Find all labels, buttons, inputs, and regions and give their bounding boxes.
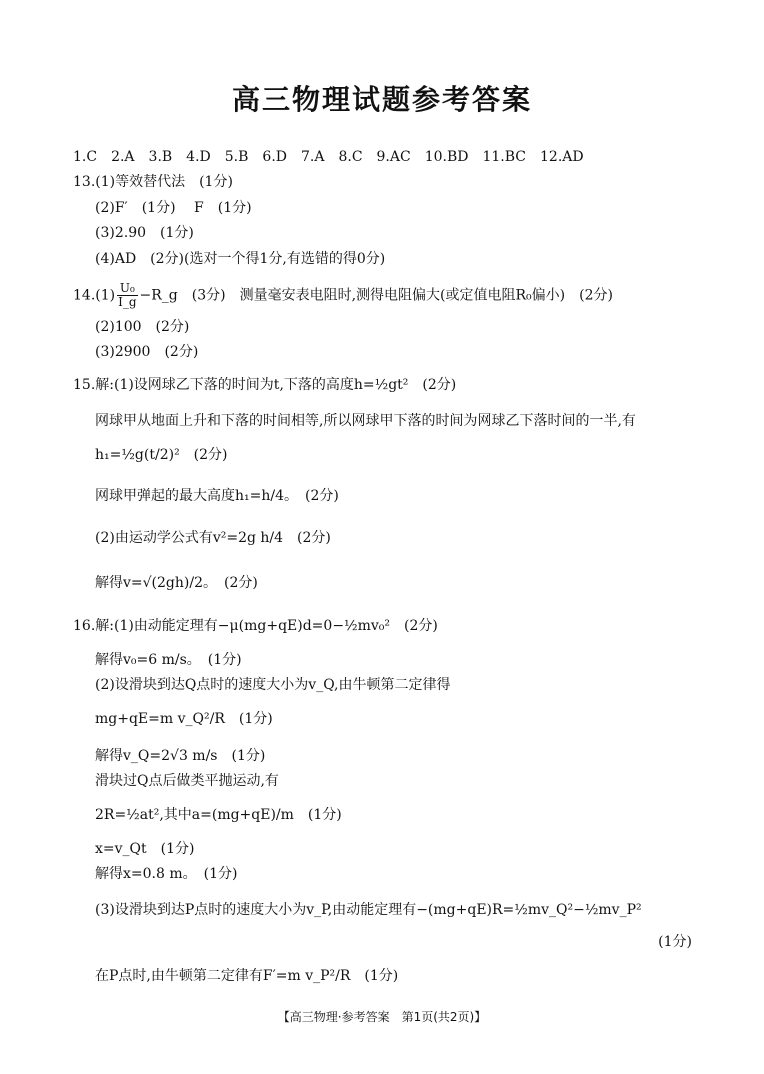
q16-line-8: x=v_Qt (1分) <box>95 841 195 857</box>
q16-line-10-score: (1分) <box>658 934 692 950</box>
q15-line-6: 解得v=√(2gh)/2。 (2分) <box>95 575 258 591</box>
q14-prefix: 14.(1) <box>73 287 116 304</box>
page-title: 高三物理试题参考答案 <box>231 83 532 116</box>
q16-line-3: (2)设滑块到达Q点时的速度大小为v_Q,由牛顿第二定律得 <box>95 677 451 693</box>
page-footer: 【高三物理·参考答案 第1页(共2页)】 <box>277 1010 487 1024</box>
q16-line-4: mg+qE=m v_Q²/R (1分) <box>95 711 273 727</box>
q14-frac-den: I_g <box>118 295 137 309</box>
q14-fraction <box>117 282 137 309</box>
q16-line-9: 解得x=0.8 m。 (1分) <box>95 866 238 882</box>
q13-line-1: 13.(1)等效替代法 (1分) <box>73 174 233 190</box>
q16-line-6: 滑块过Q点后做类平抛运动,有 <box>95 773 279 789</box>
q14-line-2: (2)100 (2分) <box>95 319 190 335</box>
q16-line-11: 在P点时,由牛顿第二定律有F′=m v_P²/R (1分) <box>95 968 399 984</box>
q16-line-2: 解得v₀=6 m/s。 (1分) <box>95 652 242 668</box>
q15-line-4: 网球甲弹起的最大高度h₁=h/4。 (2分) <box>95 488 339 504</box>
q14-after: −R_g (3分) 测量毫安表电阻时,测得电阻偏大(或定值电阻R₀偏小) (2分) <box>139 287 613 304</box>
q15-line-3: h₁=½g(t/2)² (2分) <box>95 447 228 463</box>
q13-line-3: (3)2.90 (1分) <box>95 225 194 241</box>
q16-line-1: 16.解:(1)由动能定理有−μ(mg+qE)d=0−½mv₀² (2分) <box>73 618 438 634</box>
q13-line-2 <box>95 198 252 218</box>
q14-line-1 <box>73 282 613 309</box>
q13-line-4: (4)AD (2分)(选对一个得1分,有选错的得0分) <box>95 251 386 267</box>
q14-line-3: (3)2900 (2分) <box>95 344 199 360</box>
choice-answers: 1.C 2.A 3.B 4.D 5.B 6.D 7.A 8.C 9.AC 10.BD 11.BC 12.AD <box>73 149 584 165</box>
q15-line-1: 15.解:(1)设网球乙下落的时间为t,下落的高度h=½gt² (2分) <box>73 377 457 393</box>
q13-line-2a: (2)F′ (1分) <box>95 200 190 216</box>
q16-line-5: 解得v_Q=2√3 m/s (1分) <box>95 748 266 764</box>
q15-line-2: 网球甲从地面上升和下落的时间相等,所以网球甲下落的时间为网球乙下落时间的一半,有 <box>95 413 636 429</box>
q14-frac-num: U₀ <box>117 282 137 296</box>
q16-line-7: 2R=½at²,其中a=(mg+qE)/m (1分) <box>95 807 342 823</box>
q15-line-5: (2)由运动学公式有v²=2g h/4 (2分) <box>95 530 331 546</box>
q16-line-10: (3)设滑块到达P点时的速度大小为v_P,由动能定理有−(mg+qE)R=½mv_Q²−½mv_P² <box>95 902 642 918</box>
q13-line-2b: F (1分) <box>194 200 252 216</box>
